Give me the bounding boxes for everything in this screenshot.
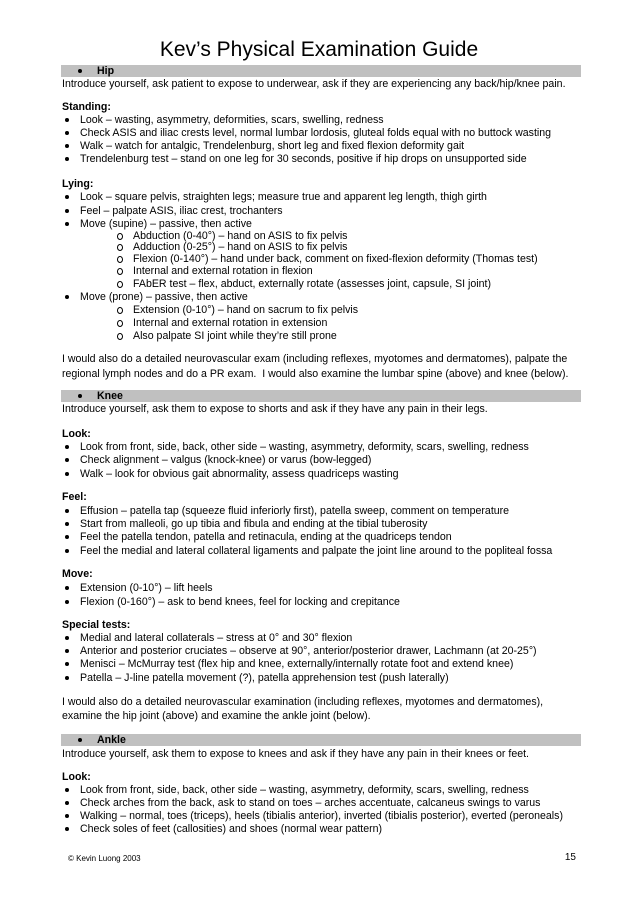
bullet-item: [80, 440, 529, 454]
sub-bullet-item: [133, 316, 327, 330]
sub-bullet-text: Abduction (0-40°) – hand on ASIS to fix pelvis: [133, 230, 348, 242]
bullet-icon: [65, 814, 69, 818]
bullet-icon: [65, 131, 69, 135]
sub-bullet-text: Flexion (0-140°) – hand under back, comment on fixed-flexion deformity (Thomas test): [133, 253, 538, 265]
bullet-item: [80, 809, 563, 823]
bullet-text: Effusion – patella tap (squeeze fluid inferiorly first), patella sweep, comment on temperature: [80, 505, 510, 517]
bullet-icon: [65, 649, 69, 653]
sub-bullet-icon: [117, 256, 123, 263]
subheading: Look:: [62, 771, 91, 783]
bullet-text: Feel the medial and lateral collateral ligaments and palpate the joint line around to the popliteal fossa: [80, 545, 553, 557]
page-number: 15: [564, 852, 576, 863]
bullet-item: [80, 783, 529, 797]
bullet-text: Start from malleoli, go up tibia and fibula and ending at the tibial tuberosity: [80, 518, 428, 530]
closing-paragraph-line: examine the hip joint (above) and examine the ankle joint (below).: [62, 710, 371, 722]
bullet-text: Menisci – McMurray test (flex hip and knee, externally/internally rotate foot and extend knee): [80, 658, 514, 670]
footer-copyright: © Kevin Luong 2003: [68, 854, 141, 863]
bullet-icon: [65, 522, 69, 526]
sub-bullet-icon: [117, 307, 123, 314]
bullet-text: Walk – look for obvious gait abnormality, assess quadriceps wasting: [80, 468, 399, 480]
bullet-item: [80, 581, 213, 595]
bullet-text: Look – wasting, asymmetry, deformities, scars, swelling, redness: [80, 114, 384, 126]
section-intro: Introduce yourself, ask them to expose to shorts and ask if they have any pain in their legs.: [62, 403, 488, 415]
bullet-item: [80, 504, 509, 518]
bullet-text: Feel the patella tendon, patella and retinacula, ending at the quadriceps tendon: [80, 531, 452, 543]
bullet-item: [80, 631, 352, 645]
bullet-item: [80, 113, 384, 127]
sub-bullet-icon: [117, 233, 123, 240]
bullet-icon: [65, 209, 69, 213]
sub-bullet-icon: [117, 244, 123, 251]
bullet-text: Patella – J-line patella movement (?), patella apprehension test (push laterally): [80, 672, 449, 684]
section-heading: Hip: [97, 65, 115, 77]
bullet-icon: [65, 195, 69, 199]
section-heading: Knee: [97, 390, 123, 402]
subheading: Special tests:: [62, 619, 131, 631]
bullet-icon: [65, 445, 69, 449]
bullet-text: Medial and lateral collaterals – stress at 0° and 30° flexion: [80, 632, 353, 644]
sub-bullet-icon: [117, 281, 123, 288]
bullet-icon: [65, 472, 69, 476]
bullet-text: Look from front, side, back, other side – wasting, asymmetry, deformity, scars, swelling, redness: [80, 441, 529, 453]
bullet-item: [80, 453, 371, 467]
bullet-icon: [65, 222, 69, 226]
bullet-icon: [65, 157, 69, 161]
page-title: Kev’s Physical Examination Guide: [159, 38, 479, 61]
sub-bullet-text: Also palpate SI joint while they’re still prone: [133, 330, 337, 342]
sub-bullet-text: FAbER test – flex, abduct, externally rotate (assesses joint, capsule, SI joint): [133, 278, 492, 290]
subheading: Feel:: [62, 491, 87, 503]
bullet-icon: [65, 662, 69, 666]
subheading: Lying:: [62, 178, 94, 190]
bullet-item: [80, 467, 399, 481]
sub-bullet-item: [133, 329, 337, 343]
bullet-item: [80, 544, 552, 558]
bullet-icon: [65, 600, 69, 604]
bullet-item: [80, 204, 283, 218]
bullet-text: Trendelenburg test – stand on one leg for 30 seconds, positive if hip drops on unsupported side: [80, 153, 527, 165]
subheading: Standing:: [62, 101, 111, 113]
bullet-item: [80, 152, 527, 166]
bullet-text: Check alignment – valgus (knock-knee) or varus (bow-legged): [80, 454, 372, 466]
sub-bullet-text: Internal and external rotation in extension: [133, 317, 328, 329]
bullet-icon: [65, 144, 69, 148]
section-heading: Ankle: [97, 734, 126, 746]
subheading: Move:: [62, 568, 93, 580]
bullet-text: Feel – palpate ASIS, iliac crest, trochanters: [80, 205, 283, 217]
sub-bullet-item: [133, 277, 491, 291]
bullet-icon: [65, 509, 69, 513]
bullet-icon: [65, 788, 69, 792]
bullet-item: [80, 822, 382, 836]
section-intro: Introduce yourself, ask patient to expose to underwear, ask if they are experiencing any back/hip/knee pain.: [62, 78, 566, 90]
bullet-icon: [65, 827, 69, 831]
bullet-icon: [65, 458, 69, 462]
closing-paragraph-line: I would also do a detailed neurovascular examination (including reflexes, myotomes and dermatomes),: [62, 696, 544, 708]
bullet-text: Check ASIS and iliac crests level, normal lumbar lordosis, gluteal folds equal with no buttock wasting: [80, 127, 552, 139]
section-header-knee: [61, 390, 581, 402]
bullet-item: [80, 657, 513, 671]
sub-bullet-item: [133, 264, 313, 278]
bullet-item: [80, 126, 551, 140]
bullet-icon: [65, 295, 69, 299]
bullet-text: Look from front, side, back, other side – wasting, asymmetry, deformity, scars, swelling, redness: [80, 784, 529, 796]
bullet-text: Extension (0-10°) – lift heels: [80, 582, 213, 594]
bullet-icon: [65, 676, 69, 680]
bullet-item: [80, 190, 487, 204]
sub-bullet-text: Internal and external rotation in flexion: [133, 265, 313, 277]
bullet-text: Check soles of feet (callosities) and shoes (normal wear pattern): [80, 823, 383, 835]
bullet-text: Move (supine) – passive, then active: [80, 218, 252, 230]
bullet-text: Check arches from the back, ask to stand on toes – arches accentuate, calcaneus swings to varus: [80, 797, 541, 809]
bullet-text: Walking – normal, toes (triceps), heels (tibialis anterior), inverted (tibialis posterior), everted (peroneals): [80, 810, 563, 822]
bullet-text: Move (prone) – passive, then active: [80, 291, 248, 303]
bullet-item: [80, 139, 464, 153]
bullet-item: [80, 595, 400, 609]
bullet-item: [80, 796, 540, 810]
bullet-icon: [78, 69, 82, 73]
sub-bullet-icon: [117, 333, 123, 340]
section-header-hip: [61, 65, 581, 77]
bullet-icon: [65, 535, 69, 539]
bullet-item: [80, 290, 248, 304]
bullet-icon: [78, 394, 82, 398]
bullet-text: Walk – watch for antalgic, Trendelenburg, short leg and fixed flexion deformity gait: [80, 140, 465, 152]
bullet-icon: [65, 549, 69, 553]
closing-paragraph-line: regional lymph nodes and do a PR exam. I would also examine the lumbar spine (above) and knee (below).: [62, 368, 569, 380]
subheading: Look:: [62, 428, 91, 440]
sub-bullet-text: Adduction (0-25°) – hand on ASIS to fix pelvis: [133, 241, 348, 253]
bullet-icon: [65, 801, 69, 805]
bullet-item: [80, 644, 537, 658]
bullet-icon: [65, 636, 69, 640]
bullet-icon: [65, 586, 69, 590]
bullet-item: [80, 517, 427, 531]
sub-bullet-item: [133, 303, 358, 317]
bullet-icon: [65, 118, 69, 122]
bullet-text: Flexion (0-160°) – ask to bend knees, feel for locking and crepitance: [80, 596, 400, 608]
section-intro: Introduce yourself, ask them to expose to knees and ask if they have any pain in their knees or feet.: [62, 748, 529, 760]
bullet-text: Look – square pelvis, straighten legs; measure true and apparent leg length, thigh girth: [80, 191, 487, 203]
sub-bullet-icon: [117, 268, 123, 275]
closing-paragraph-line: I would also do a detailed neurovascular exam (including reflexes, myotomes and dermatomes), palpate the: [62, 353, 568, 365]
sub-bullet-icon: [117, 320, 123, 327]
bullet-icon: [78, 738, 82, 742]
bullet-item: [80, 530, 452, 544]
bullet-item: [80, 671, 449, 685]
sub-bullet-text: Extension (0-10°) – hand on sacrum to fix pelvis: [133, 304, 359, 316]
section-header-ankle: [61, 734, 581, 746]
bullet-text: Anterior and posterior cruciates – observe at 90°, anterior/posterior drawer, Lachmann (at 20-25°): [80, 645, 537, 657]
